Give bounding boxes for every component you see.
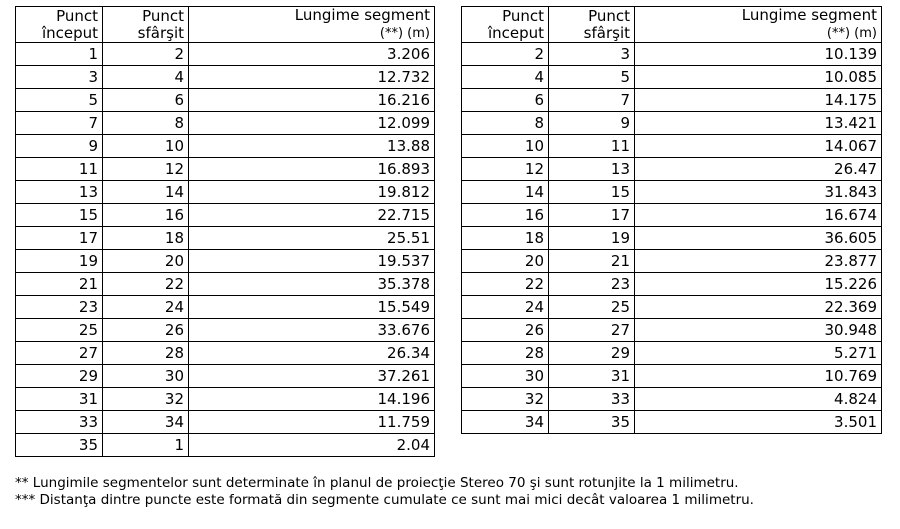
cell-end-point: 14: [103, 181, 189, 204]
table-row: [16, 388, 435, 411]
cell-start-point: 14: [462, 181, 549, 204]
header-start-point: Punct început: [462, 7, 549, 43]
table-row: [16, 66, 435, 89]
cell-end-point: 4: [103, 66, 189, 89]
table-row: [462, 319, 882, 342]
cell-start-point: 13: [16, 181, 103, 204]
table-row: [16, 411, 435, 434]
table-body-right: [462, 43, 882, 434]
cell-end-point: 31: [549, 365, 635, 388]
table-row: [16, 365, 435, 388]
header-start-point: Punct început: [16, 7, 103, 43]
segment-table-right: [461, 6, 882, 434]
cell-segment-length: 25.51: [189, 227, 435, 250]
cell-end-point: 30: [103, 365, 189, 388]
cell-segment-length: 3.206: [189, 43, 435, 66]
cell-end-point: 1: [103, 434, 189, 457]
cell-start-point: 28: [462, 342, 549, 365]
cell-segment-length: 5.271: [635, 342, 882, 365]
cell-start-point: 2: [462, 43, 549, 66]
table-row: [462, 181, 882, 204]
cell-segment-length: 15.226: [635, 273, 882, 296]
cell-segment-length: 3.501: [635, 411, 882, 434]
cell-end-point: 24: [103, 296, 189, 319]
cell-end-point: 8: [103, 112, 189, 135]
cell-end-point: 17: [549, 204, 635, 227]
cell-end-point: 25: [549, 296, 635, 319]
cell-start-point: 20: [462, 250, 549, 273]
cell-segment-length: 14.175: [635, 89, 882, 112]
table-row: [16, 296, 435, 319]
cell-end-point: 7: [549, 89, 635, 112]
table-row: [462, 158, 882, 181]
cell-segment-length: 10.139: [635, 43, 882, 66]
cell-start-point: 16: [462, 204, 549, 227]
cell-segment-length: 22.715: [189, 204, 435, 227]
table-row: [462, 342, 882, 365]
table-row: [16, 273, 435, 296]
table-row: [16, 227, 435, 250]
cell-segment-length: 13.421: [635, 112, 882, 135]
footnote-distance: *** Distanţa dintre puncte este formată din segmente cumulate ce sunt mai mici decât valoarea 1 milimetru.: [15, 492, 754, 508]
table-row: [16, 112, 435, 135]
cell-end-point: 27: [549, 319, 635, 342]
cell-end-point: 10: [103, 135, 189, 158]
table-row: [16, 135, 435, 158]
table-row: [16, 89, 435, 112]
table-row: [462, 250, 882, 273]
cell-segment-length: 35.378: [189, 273, 435, 296]
cell-end-point: 18: [103, 227, 189, 250]
cell-end-point: 2: [103, 43, 189, 66]
cell-segment-length: 33.676: [189, 319, 435, 342]
table-row: [16, 43, 435, 66]
table-row: [16, 342, 435, 365]
table-row: [16, 181, 435, 204]
cell-end-point: 13: [549, 158, 635, 181]
cell-start-point: 27: [16, 342, 103, 365]
table-body-left: [16, 43, 435, 457]
cell-end-point: 26: [103, 319, 189, 342]
cell-segment-length: 16.216: [189, 89, 435, 112]
header-segment-length: Lungime segment (**) (m): [635, 7, 882, 43]
cell-segment-length: 36.605: [635, 227, 882, 250]
table-row: [462, 411, 882, 434]
cell-start-point: 7: [16, 112, 103, 135]
cell-start-point: 15: [16, 204, 103, 227]
footnotes: [15, 475, 754, 509]
cell-start-point: 30: [462, 365, 549, 388]
cell-end-point: 35: [549, 411, 635, 434]
cell-start-point: 23: [16, 296, 103, 319]
cell-end-point: 12: [103, 158, 189, 181]
cell-start-point: 17: [16, 227, 103, 250]
cell-start-point: 22: [462, 273, 549, 296]
cell-start-point: 25: [16, 319, 103, 342]
cell-end-point: 29: [549, 342, 635, 365]
table-row: [462, 89, 882, 112]
cell-start-point: 18: [462, 227, 549, 250]
table-row: [16, 158, 435, 181]
table-row: [16, 319, 435, 342]
cell-end-point: 21: [549, 250, 635, 273]
cell-segment-length: 15.549: [189, 296, 435, 319]
cell-segment-length: 12.099: [189, 112, 435, 135]
cell-end-point: 3: [549, 43, 635, 66]
cell-end-point: 19: [549, 227, 635, 250]
cell-start-point: 26: [462, 319, 549, 342]
cell-segment-length: 26.47: [635, 158, 882, 181]
table-row: [462, 112, 882, 135]
cell-start-point: 35: [16, 434, 103, 457]
cell-segment-length: 23.877: [635, 250, 882, 273]
footnote-rounding: ** Lungimile segmentelor sunt determinate în planul de proiecţie Stereo 70 şi sunt rotunjite la 1 milimetru.: [15, 475, 739, 491]
cell-end-point: 22: [103, 273, 189, 296]
cell-segment-length: 37.261: [189, 365, 435, 388]
cell-end-point: 9: [549, 112, 635, 135]
cell-segment-length: 10.085: [635, 66, 882, 89]
table-row: [462, 296, 882, 319]
table-row: [462, 388, 882, 411]
cell-segment-length: 14.067: [635, 135, 882, 158]
cell-start-point: 3: [16, 66, 103, 89]
table-row: [462, 135, 882, 158]
table-row: [462, 66, 882, 89]
cell-segment-length: 30.948: [635, 319, 882, 342]
cell-segment-length: 22.369: [635, 296, 882, 319]
table-row: [16, 250, 435, 273]
cell-segment-length: 16.674: [635, 204, 882, 227]
cell-start-point: 21: [16, 273, 103, 296]
cell-segment-length: 19.537: [189, 250, 435, 273]
cell-segment-length: 12.732: [189, 66, 435, 89]
cell-end-point: 32: [103, 388, 189, 411]
cell-end-point: 28: [103, 342, 189, 365]
cell-segment-length: 10.769: [635, 365, 882, 388]
table-row: [462, 204, 882, 227]
header-end-point: Punct sfârşit: [103, 7, 189, 43]
cell-start-point: 10: [462, 135, 549, 158]
cell-start-point: 5: [16, 89, 103, 112]
cell-end-point: 33: [549, 388, 635, 411]
cell-start-point: 12: [462, 158, 549, 181]
cell-end-point: 34: [103, 411, 189, 434]
cell-end-point: 5: [549, 66, 635, 89]
cell-end-point: 23: [549, 273, 635, 296]
table-row: [462, 273, 882, 296]
cell-start-point: 29: [16, 365, 103, 388]
cell-segment-length: 26.34: [189, 342, 435, 365]
cell-segment-length: 4.824: [635, 388, 882, 411]
cell-start-point: 32: [462, 388, 549, 411]
cell-segment-length: 11.759: [189, 411, 435, 434]
cell-segment-length: 13.88: [189, 135, 435, 158]
cell-start-point: 6: [462, 89, 549, 112]
table-row: [462, 227, 882, 250]
cell-start-point: 11: [16, 158, 103, 181]
cell-segment-length: 31.843: [635, 181, 882, 204]
cell-start-point: 4: [462, 66, 549, 89]
table-row: [16, 204, 435, 227]
cell-start-point: 8: [462, 112, 549, 135]
table-row: [462, 43, 882, 66]
cell-segment-length: 19.812: [189, 181, 435, 204]
cell-end-point: 20: [103, 250, 189, 273]
segment-table-left: [15, 6, 435, 457]
cell-start-point: 9: [16, 135, 103, 158]
cell-start-point: 19: [16, 250, 103, 273]
table-row: [462, 365, 882, 388]
cell-start-point: 34: [462, 411, 549, 434]
table-header-row: [16, 7, 435, 43]
cell-start-point: 1: [16, 43, 103, 66]
cell-segment-length: 14.196: [189, 388, 435, 411]
cell-start-point: 31: [16, 388, 103, 411]
cell-end-point: 16: [103, 204, 189, 227]
header-end-point: Punct sfârşit: [549, 7, 635, 43]
header-segment-length: Lungime segment (**) (m): [189, 7, 435, 43]
table-row: [16, 434, 435, 457]
cell-start-point: 33: [16, 411, 103, 434]
table-header-row: [462, 7, 882, 43]
cell-end-point: 11: [549, 135, 635, 158]
cell-segment-length: 2.04: [189, 434, 435, 457]
cell-segment-length: 16.893: [189, 158, 435, 181]
cell-end-point: 6: [103, 89, 189, 112]
cell-end-point: 15: [549, 181, 635, 204]
cell-start-point: 24: [462, 296, 549, 319]
